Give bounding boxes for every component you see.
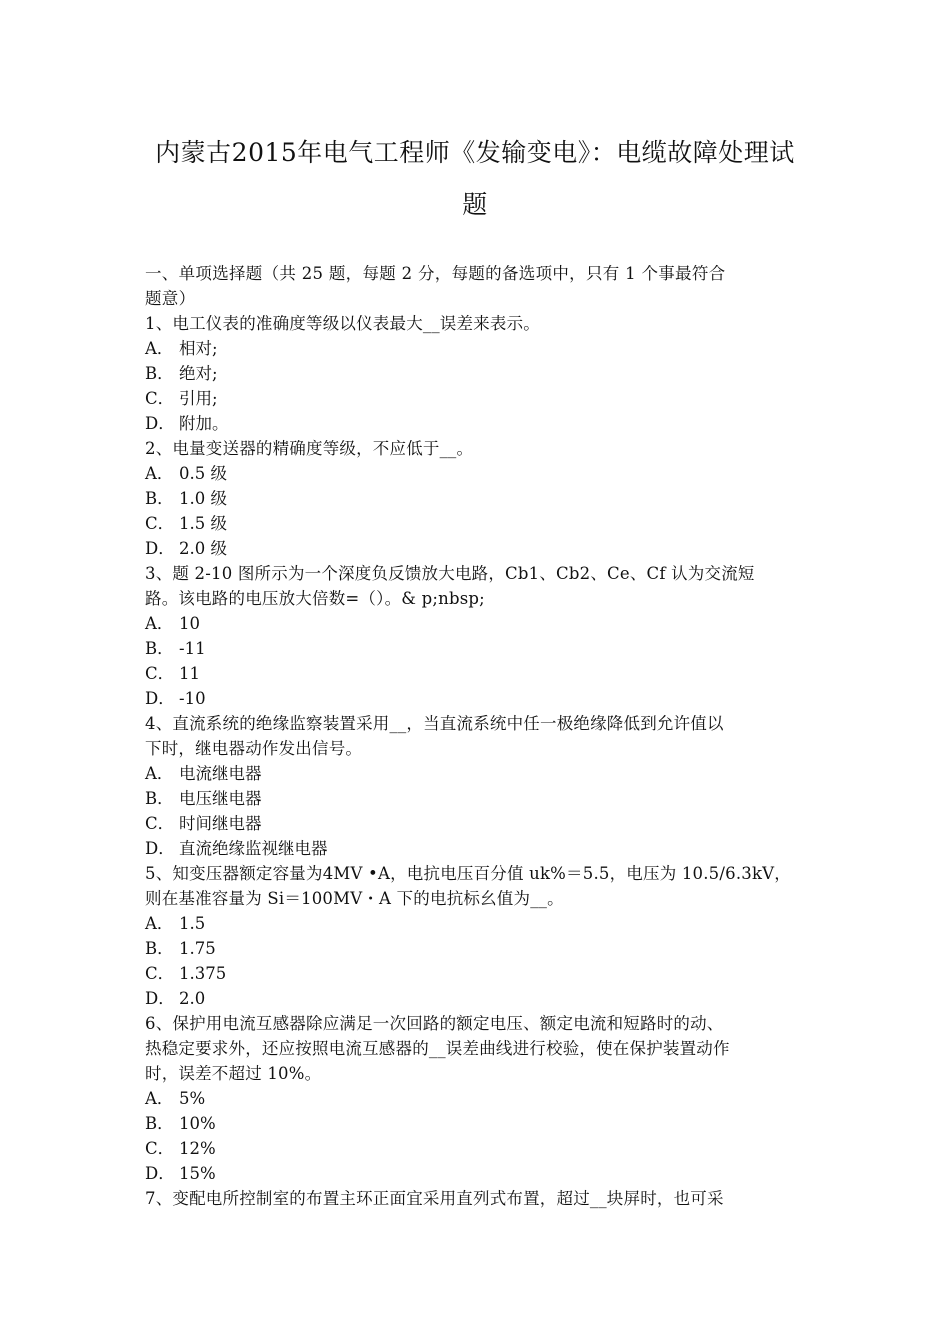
option-text: 0.5 级 <box>179 464 227 483</box>
option-text: 15% <box>179 1164 216 1183</box>
option-text: -10 <box>179 689 206 708</box>
document-body <box>145 261 810 1211</box>
option-letter: D． <box>145 414 175 433</box>
answer-option <box>145 1111 810 1136</box>
option-text: 10% <box>179 1114 216 1133</box>
answer-option <box>145 686 810 711</box>
question-text-line: 2、电量变送器的精确度等级，不应低于__。 <box>145 439 474 458</box>
answer-option <box>145 761 810 786</box>
option-text: 2.0 <box>179 989 206 1008</box>
option-text: 1.0 级 <box>179 489 227 508</box>
option-letter: D． <box>145 539 175 558</box>
option-text: 1.5 级 <box>179 514 227 533</box>
option-text: 1.375 <box>179 964 227 983</box>
section-heading-line-2: 题意） <box>145 289 196 308</box>
answer-option <box>145 986 810 1011</box>
question-text-line: 7、变配电所控制室的布置主环正面宜采用直列式布置，超过__块屏时，也可采 <box>145 1189 724 1208</box>
section-heading <box>145 261 810 311</box>
option-letter: A． <box>145 764 174 783</box>
answer-option <box>145 536 810 561</box>
answer-option <box>145 836 810 861</box>
option-letter: A． <box>145 464 174 483</box>
answer-option <box>145 636 810 661</box>
option-letter: C． <box>145 514 175 533</box>
option-text: 相对; <box>179 339 218 358</box>
option-text: 电流继电器 <box>179 764 262 783</box>
option-letter: D． <box>145 839 175 858</box>
answer-option <box>145 611 810 636</box>
question <box>145 561 810 711</box>
answer-option <box>145 461 810 486</box>
option-letter: C． <box>145 814 175 833</box>
answer-option <box>145 936 810 961</box>
title-line-2: 题 <box>462 190 488 219</box>
option-text: 引用; <box>179 389 218 408</box>
option-letter: A． <box>145 914 174 933</box>
title-line-1: 内蒙古2015年电气工程师《发输变电》：电缆故障处理试 <box>155 138 795 167</box>
question-text-line: 4、直流系统的绝缘监察装置采用__，当直流系统中任一极绝缘降低到允许值以 <box>145 714 724 733</box>
question-text-line: 下时，继电器动作发出信号。 <box>145 739 363 758</box>
question <box>145 436 810 561</box>
section-heading-line-1: 一、单项选择题（共 25 题，每题 2 分，每题的备选项中，只有 1 个事最符合 <box>145 264 726 283</box>
option-letter: A． <box>145 1089 174 1108</box>
answer-option <box>145 1161 810 1186</box>
option-text: 附加。 <box>179 414 229 433</box>
question-text-line: 则在基准容量为 Si＝100MV・A 下的电抗标幺值为__。 <box>145 889 564 908</box>
option-text: 电压继电器 <box>179 789 262 808</box>
option-letter: A． <box>145 339 174 358</box>
question-text-line: 6、保护用电流互感器除应满足一次回路的额定电压、额定电流和短路时的动、 <box>145 1014 724 1033</box>
answer-option <box>145 911 810 936</box>
option-letter: C． <box>145 1139 175 1158</box>
answer-option <box>145 411 810 436</box>
question-text-line: 1、电工仪表的准确度等级以仪表最大__误差来表示。 <box>145 314 540 333</box>
option-letter: D． <box>145 1164 175 1183</box>
answer-option <box>145 1136 810 1161</box>
question <box>145 311 810 436</box>
option-letter: D． <box>145 989 175 1008</box>
option-letter: B． <box>145 939 174 958</box>
option-letter: B． <box>145 489 174 508</box>
option-text: 12% <box>179 1139 216 1158</box>
question <box>145 861 810 1011</box>
question <box>145 711 810 861</box>
answer-option <box>145 361 810 386</box>
question-text-line: 3、题 2-10 图所示为一个深度负反馈放大电路，Cb1、Cb2、Ce、Cf 认为交流短 <box>145 564 755 583</box>
option-text: 2.0 级 <box>179 539 227 558</box>
option-text: 10 <box>179 614 200 633</box>
answer-option <box>145 486 810 511</box>
question <box>145 1186 810 1211</box>
answer-option <box>145 786 810 811</box>
answer-option <box>145 511 810 536</box>
option-text: 5% <box>179 1089 206 1108</box>
answer-option <box>145 1086 810 1111</box>
option-letter: D． <box>145 689 175 708</box>
answer-option <box>145 811 810 836</box>
option-text: 1.75 <box>179 939 216 958</box>
answer-option <box>145 386 810 411</box>
document-title <box>130 127 820 231</box>
option-letter: B． <box>145 364 174 383</box>
option-letter: C． <box>145 964 175 983</box>
option-text: 直流绝缘监视继电器 <box>179 839 328 858</box>
question-text-line: 5、知变压器额定容量为4MV •A，电抗电压百分值 uk%＝5.5，电压为 10.5/6.3kV， <box>145 864 791 883</box>
question-list <box>145 311 810 1211</box>
question-text-line: 热稳定要求外，还应按照电流互感器的__误差曲线进行校验，使在保护装置动作 <box>145 1039 730 1058</box>
option-text: 时间继电器 <box>179 814 262 833</box>
option-letter: C． <box>145 389 175 408</box>
option-text: -11 <box>179 639 206 658</box>
question-text-line: 路。该电路的电压放大倍数=（）。& p;nbsp; <box>145 589 485 608</box>
answer-option <box>145 961 810 986</box>
question <box>145 1011 810 1186</box>
option-letter: B． <box>145 639 174 658</box>
question-text-line: 时，误差不超过 10%。 <box>145 1064 322 1083</box>
option-letter: B． <box>145 789 174 808</box>
option-text: 1.5 <box>179 914 206 933</box>
answer-option <box>145 336 810 361</box>
option-text: 11 <box>179 664 200 683</box>
option-letter: C． <box>145 664 175 683</box>
option-letter: A． <box>145 614 174 633</box>
answer-option <box>145 661 810 686</box>
option-letter: B． <box>145 1114 174 1133</box>
option-text: 绝对; <box>179 364 218 383</box>
